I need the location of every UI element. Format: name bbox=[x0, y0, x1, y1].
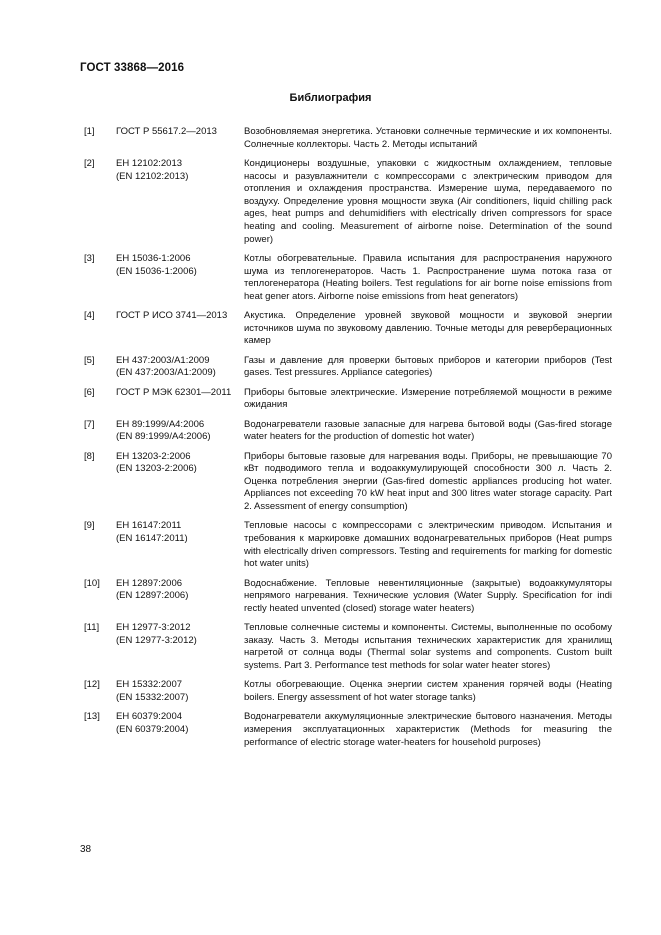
standard-code-line: ЕН 12897:2006 bbox=[116, 577, 183, 589]
bibliography-entry bbox=[84, 451, 612, 514]
standard-code-line: (EN 89:1999/A4:2006) bbox=[116, 431, 211, 443]
entry-description: Тепловые насосы с компрессорами с электрическим приводом. Испытания и требования к маркировке домашних водонагревательных приборов (Heat pumps with electrically driven compressors. Testing and requirements for marking for domestic hot water units) bbox=[244, 520, 612, 570]
standard-code-line: (EN 13203-2:2006) bbox=[116, 463, 197, 475]
standard-code-line: ЕН 15036-1:2006 bbox=[116, 252, 191, 264]
entry-standard-code bbox=[116, 253, 244, 303]
entry-description: Водонагреватели аккумуляционные электрические бытового назначения. Методы измерения эксплуатационных характеристик (Methods for measuring the performance of electric storage water-heaters for household purposes) bbox=[244, 711, 612, 748]
entry-number: [13] bbox=[84, 711, 100, 723]
standard-code-line: (EN 437:2003/A1:2009) bbox=[116, 367, 216, 379]
standard-code-line: ЕН 16147:2011 bbox=[116, 520, 182, 532]
standard-code-line: ЕН 12977-3:2012 bbox=[116, 622, 191, 634]
entry-standard-code bbox=[116, 355, 244, 380]
entry-description: Приборы бытовые газовые для нагревания воды. Приборы, не превышающие 70 кВт подводимого тепла и водоаккумулирующей способности 300 л. Часть 2. Оценка потребления энергии (Gas-fired domestic appliances producing hot water. Appliances not exceeding 70 kW heat input and 300 litres water storage capacity. Part 2. Assessment of energy consumption) bbox=[244, 450, 612, 513]
entry-number: [5] bbox=[84, 354, 95, 366]
entry-description: Тепловые солнечные системы и компоненты. Системы, выполненные по особому заказу. Часть 3. Методы испытания технических характеристик для хранилищ нагретой от солнца воды (Thermal solar systems and components. Custom built systems. Part 3. Performance test methods for solar water heater stores) bbox=[244, 622, 612, 671]
entry-number: [6] bbox=[84, 386, 95, 398]
bibliography-entry bbox=[84, 578, 612, 616]
entry-standard-code bbox=[116, 419, 244, 444]
entry-standard-code bbox=[116, 126, 244, 151]
standard-code-line: ЕН 15332:2007 bbox=[116, 679, 183, 691]
entry-description: Котлы обогревающие. Оценка энергии систем хранения горячей воды (Heating boilers. Energy assessment of hot water storage tanks) bbox=[244, 679, 612, 703]
standard-code-line: (EN 12977-3:2012) bbox=[116, 634, 197, 646]
standard-code-line: ЕН 13203-2:2006 bbox=[116, 450, 191, 462]
entry-standard-code bbox=[116, 387, 244, 412]
entry-standard-code bbox=[116, 578, 244, 616]
entry-number: [12] bbox=[84, 679, 100, 691]
entry-number: [1] bbox=[84, 126, 95, 137]
entry-description: Кондиционеры воздушные, упаковки с жидкостным охлаждением, тепловые насосы и разувлажнители с компрессорами с электрическим приводом для отопления и охлаждения пространства. Измерение шума, передаваемого по воздуху. Определение уровня мощности звука (Air conditioners, liquid chilling pack ages, heat pumps and dehumidifiers with electrically driven compressors for space heating and cooling. Measurement of airborne noise. Determination of the sound power) bbox=[244, 157, 612, 245]
entry-description: Возобновляемая энергетика. Установки солнечные термические и их компоненты. Солнечные коллекторы. Часть 2. Методы испытаний bbox=[244, 126, 612, 150]
entry-number: [7] bbox=[84, 418, 95, 430]
page-number: 38 bbox=[80, 844, 92, 855]
standard-code-line: ГОСТ Р 55617.2—2013 bbox=[116, 126, 217, 137]
bibliography-entry bbox=[84, 126, 612, 151]
entry-standard-code bbox=[116, 711, 244, 749]
standard-code-line: ЕН 437:2003/A1:2009 bbox=[116, 354, 210, 366]
entry-number: [2] bbox=[84, 157, 95, 169]
entry-description: Водонагреватели газовые запасные для нагрева бытовой воды (Gas-fired storage water heaters for the production of domestic hot water) bbox=[244, 418, 612, 443]
entry-number: [10] bbox=[84, 577, 100, 589]
entry-number: [11] bbox=[84, 622, 100, 634]
entry-standard-code bbox=[116, 451, 244, 514]
standard-code-line: ЕН 12102:2013 bbox=[116, 157, 183, 169]
standard-code-line: ЕН 60379:2004 bbox=[116, 711, 183, 723]
entry-standard-code bbox=[116, 158, 244, 246]
standard-code-line: (EN 12102:2013) bbox=[116, 170, 189, 182]
entry-number: [8] bbox=[84, 450, 95, 462]
bibliography-entry bbox=[84, 419, 612, 444]
entry-description: Акустика. Определение уровней звуковой мощности и звуковой энергии источников шума по звуковому давлению. Точные методы для реверберационных камер bbox=[244, 310, 612, 347]
standard-code-line: (EN 12897:2006) bbox=[116, 590, 189, 602]
entry-standard-code bbox=[116, 310, 244, 348]
entry-number: [3] bbox=[84, 252, 95, 264]
bibliography-entry bbox=[84, 711, 612, 749]
standard-code-line: (EN 15332:2007) bbox=[116, 691, 189, 703]
bibliography-entry bbox=[84, 253, 612, 303]
entry-description: Водоснабжение. Тепловые невентиляционные (закрытые) водоаккумуляторы непрямого нагревания. Технические условия (Water Supply. Specification for indi rectly heated unvented (closed) storage water heaters) bbox=[244, 577, 612, 614]
document-header: ГОСТ 33868—2016 bbox=[80, 62, 185, 74]
bibliography-entry bbox=[84, 387, 612, 412]
entry-description: Приборы бытовые электрические. Измерение потребляемой мощности в режиме ожидания bbox=[244, 386, 612, 411]
entry-description: Котлы обогревательные. Правила испытания для распространения наружного шума из теплогенераторов. Часть 1. Распространение шума потока газа от теплогенератора (Heating boilers. Test regulations for air borne noise emissions from heat gener ators. Airborne noise emissions from heat generators) bbox=[244, 252, 612, 302]
bibliography-entry bbox=[84, 520, 612, 570]
entry-standard-code bbox=[116, 520, 244, 570]
bibliography-entry bbox=[84, 158, 612, 246]
bibliography-entry bbox=[84, 310, 612, 348]
entry-number: [9] bbox=[84, 520, 95, 532]
standard-code-line: (EN 60379:2004) bbox=[116, 723, 189, 735]
entry-description: Газы и давление для проверки бытовых приборов и категории приборов (Test gases. Test pressures. Appliance categories) bbox=[244, 354, 612, 379]
bibliography-entry bbox=[84, 622, 612, 672]
standard-code-line: (EN 16147:2011) bbox=[116, 533, 188, 544]
bibliography-entry bbox=[84, 679, 612, 704]
standard-code-line: ГОСТ Р МЭК 62301—2011 bbox=[116, 386, 232, 398]
entry-standard-code bbox=[116, 622, 244, 672]
standard-code-line: ГОСТ Р ИСО 3741—2013 bbox=[116, 310, 228, 322]
standard-code-line: (EN 15036-1:2006) bbox=[116, 265, 197, 277]
entry-number: [4] bbox=[84, 310, 95, 322]
entry-standard-code bbox=[116, 679, 244, 704]
bibliography-title: Библиография bbox=[289, 92, 372, 104]
bibliography-list bbox=[84, 126, 612, 756]
standard-code-line: ЕН 89:1999/A4:2006 bbox=[116, 418, 205, 430]
bibliography-entry bbox=[84, 355, 612, 380]
